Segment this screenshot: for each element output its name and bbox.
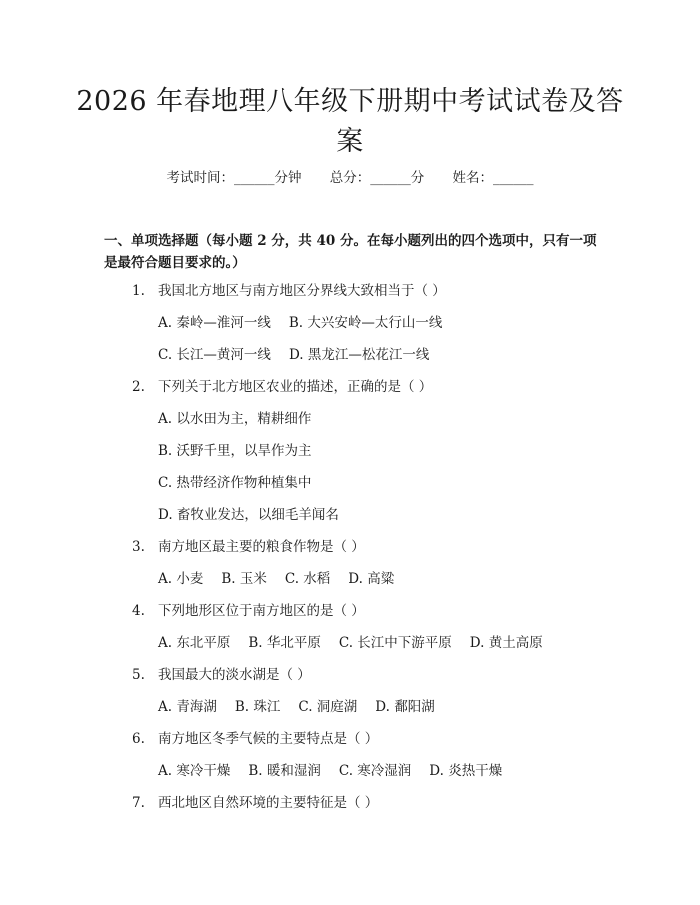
question-6-options [158, 761, 502, 781]
question-6 [132, 729, 378, 749]
option-d: D. 高粱 [348, 571, 395, 587]
option-c: C. 长江中下游平原 [338, 635, 452, 651]
question-number: 1. [132, 283, 145, 299]
question-number: 6. [132, 731, 145, 747]
question-stem: 下列关于北方地区农业的描述，正确的是（ ） [158, 379, 433, 395]
question-3-options [158, 569, 394, 589]
page-title [60, 84, 640, 160]
question-stem: 西北地区自然环境的主要特征是（ ） [158, 795, 379, 811]
option-c: C. 长江—黄河一线 [158, 347, 271, 363]
question-2-option-d [158, 505, 339, 525]
question-number: 3. [132, 539, 145, 555]
question-stem: 南方地区最主要的粮食作物是（ ） [158, 539, 365, 555]
question-2-option-b [158, 441, 312, 461]
question-1-options-row-1 [158, 313, 442, 333]
option-a: A. 秦岭—淮河一线 [158, 315, 271, 331]
question-stem: 下列地形区位于南方地区的是（ ） [158, 603, 365, 619]
option-c: C. 寒冷湿润 [338, 763, 412, 779]
question-1 [132, 281, 446, 301]
option-d: D. 炎热干燥 [429, 763, 503, 779]
title-line-1: 2026 年春地理八年级下册期中考试试卷及答 [76, 86, 624, 117]
option-b: B. 珠江 [234, 699, 281, 715]
option-d: D. 畜牧业发达，以细毛羊闻名 [158, 507, 339, 523]
question-number: 2. [132, 379, 145, 395]
option-a: A. 小麦 [158, 571, 204, 587]
question-number: 7. [132, 795, 145, 811]
question-2-option-a [158, 409, 311, 429]
question-number: 5. [132, 667, 145, 683]
question-4-options [158, 633, 543, 653]
option-c: C. 热带经济作物种植集中 [158, 475, 312, 491]
question-3 [132, 537, 365, 557]
question-2-option-c [158, 473, 311, 493]
exam-info-row [0, 168, 700, 188]
question-number: 4. [132, 603, 145, 619]
total-score-field: 总分：______分 [329, 170, 425, 186]
option-b: B. 沃野千里，以旱作为主 [158, 443, 312, 459]
student-name-field: 姓名：______ [452, 170, 534, 186]
option-b: B. 暖和湿润 [248, 763, 321, 779]
question-stem: 我国最大的淡水湖是（ ） [158, 667, 311, 683]
option-d: D. 鄱阳湖 [375, 699, 435, 715]
option-a: A. 青海湖 [158, 699, 217, 715]
option-b: B. 华北平原 [248, 635, 321, 651]
option-a: A. 东北平原 [158, 635, 231, 651]
section-heading: 一、单项选择题（每小题 2 分，共 40 分。在每小题列出的四个选项中，只有一项是最符合题目要求的。） [104, 233, 597, 271]
question-1-options-row-2 [158, 345, 429, 365]
question-7 [132, 793, 378, 813]
option-c: C. 水稻 [284, 571, 331, 587]
option-a: A. 寒冷干燥 [158, 763, 231, 779]
option-b: B. 玉米 [221, 571, 267, 587]
question-5-options [158, 697, 435, 717]
option-d: D. 黄土高原 [469, 635, 543, 651]
question-5 [132, 665, 311, 685]
option-b: B. 大兴安岭—太行山一线 [288, 315, 443, 331]
option-d: D. 黑龙江—松花江一线 [288, 347, 430, 363]
exam-time-field: 考试时间：______分钟 [166, 170, 302, 186]
question-stem: 南方地区冬季气候的主要特点是（ ） [158, 731, 379, 747]
question-2 [132, 377, 432, 397]
question-stem: 我国北方地区与南方地区分界线大致相当于（ ） [158, 283, 446, 299]
option-c: C. 洞庭湖 [298, 699, 358, 715]
title-line-2: 案 [336, 126, 364, 157]
option-a: A. 以水田为主，精耕细作 [158, 411, 312, 427]
question-4 [132, 601, 365, 621]
